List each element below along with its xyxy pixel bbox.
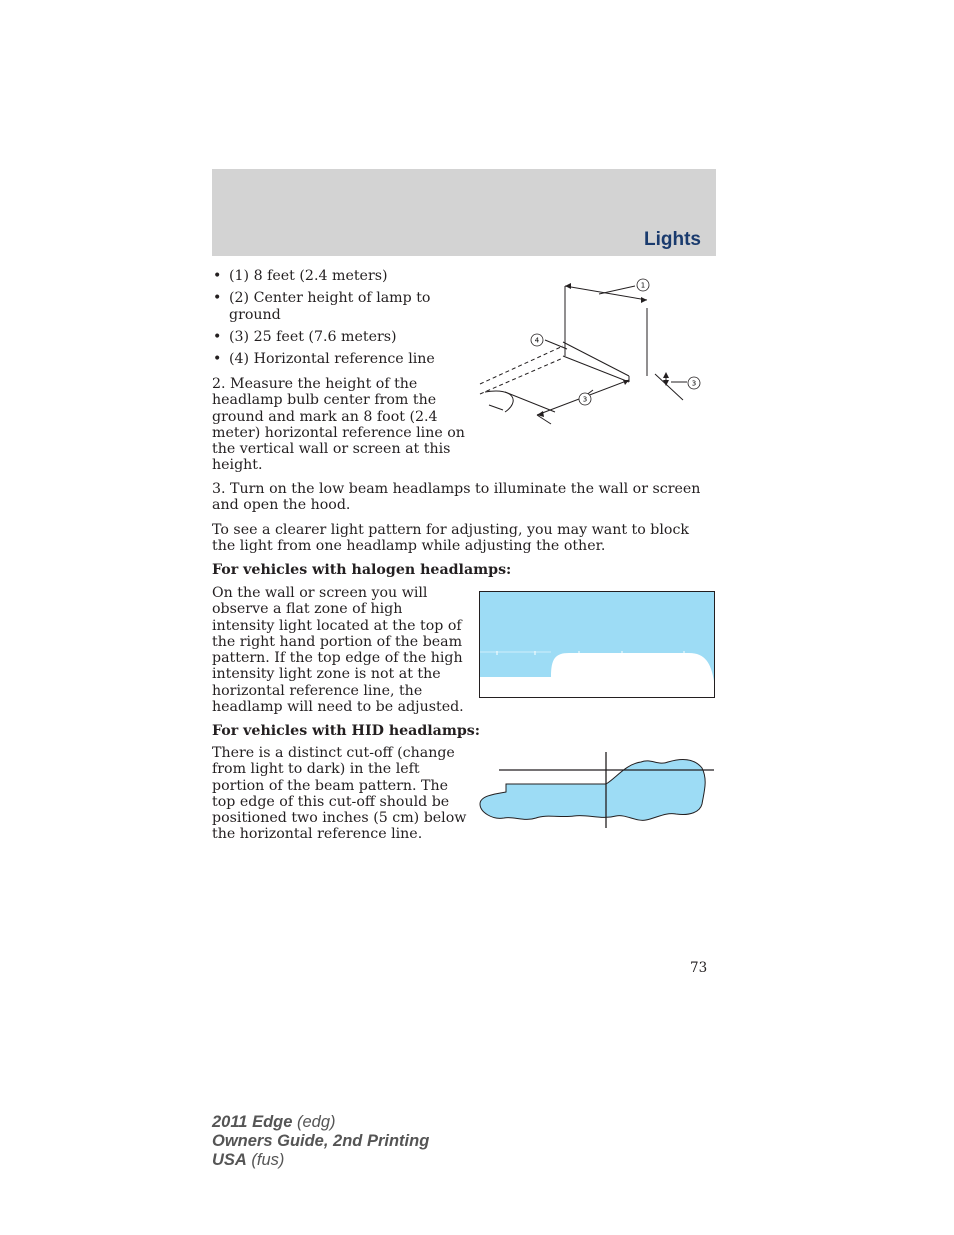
- list-item: • (2) Center height of lamp to ground: [213, 290, 431, 323]
- bullet-dot: •: [213, 268, 222, 284]
- block-light-paragraph: To see a clearer light pattern for adjusting, you may want to block the light from one headlamp while adjusting the other.: [212, 522, 690, 555]
- list-item: • (1) 8 feet (2.4 meters): [213, 268, 388, 284]
- halogen-beam-diagram: [479, 591, 715, 699]
- callout-3-distance: 3: [582, 395, 588, 404]
- hid-paragraph: There is a distinct cut-off (change from light to dark) in the left portion of the beam pattern. The top edge of this cut-off should be positioned two inches (5 cm) below the horizontal reference line.: [212, 745, 467, 843]
- list-item: • (3) 25 feet (7.6 meters): [213, 328, 397, 345]
- footer: [212, 1113, 429, 1170]
- list-item: • (4) Horizontal reference line: [213, 351, 435, 368]
- aiming-diagram: [475, 272, 715, 432]
- footer-line-3: USA (fus): [212, 1151, 285, 1169]
- step-3-paragraph: 3. Turn on the low beam headlamps to illuminate the wall or screen and open the hood.: [212, 481, 701, 514]
- bullet-dot: •: [213, 328, 222, 345]
- footer-line-2: Owners Guide, 2nd Printing: [212, 1132, 430, 1150]
- page-number: 73: [690, 960, 708, 976]
- bullet-list: [212, 268, 467, 373]
- section-title: Lights: [644, 229, 701, 250]
- bullet-dot: •: [213, 351, 222, 368]
- callout-3-height: 3: [691, 379, 697, 388]
- callout-1: 1: [640, 281, 646, 290]
- bullet-dot: •: [213, 290, 222, 307]
- halogen-paragraph: On the wall or screen you will observe a flat zone of high intensity light located at the top of the right hand portion of the beam pattern. If the top edge of the high intensity light zone is not at the horizontal reference line, the headlamp will need to be adjusted.: [212, 585, 464, 716]
- callout-4: 4: [534, 336, 540, 345]
- section-header: [212, 169, 716, 256]
- footer-line-1: 2011 Edge (edg): [212, 1113, 336, 1131]
- halogen-heading: For vehicles with halogen headlamps:: [212, 562, 512, 578]
- hid-beam-diagram: [476, 750, 716, 830]
- hid-heading: For vehicles with HID headlamps:: [212, 723, 481, 739]
- step-2-paragraph: 2. Measure the height of the headlamp bulb center from the ground and mark an 8 foot (2.4 meter) horizontal reference line on the vertical wall or screen at this height.: [212, 376, 465, 474]
